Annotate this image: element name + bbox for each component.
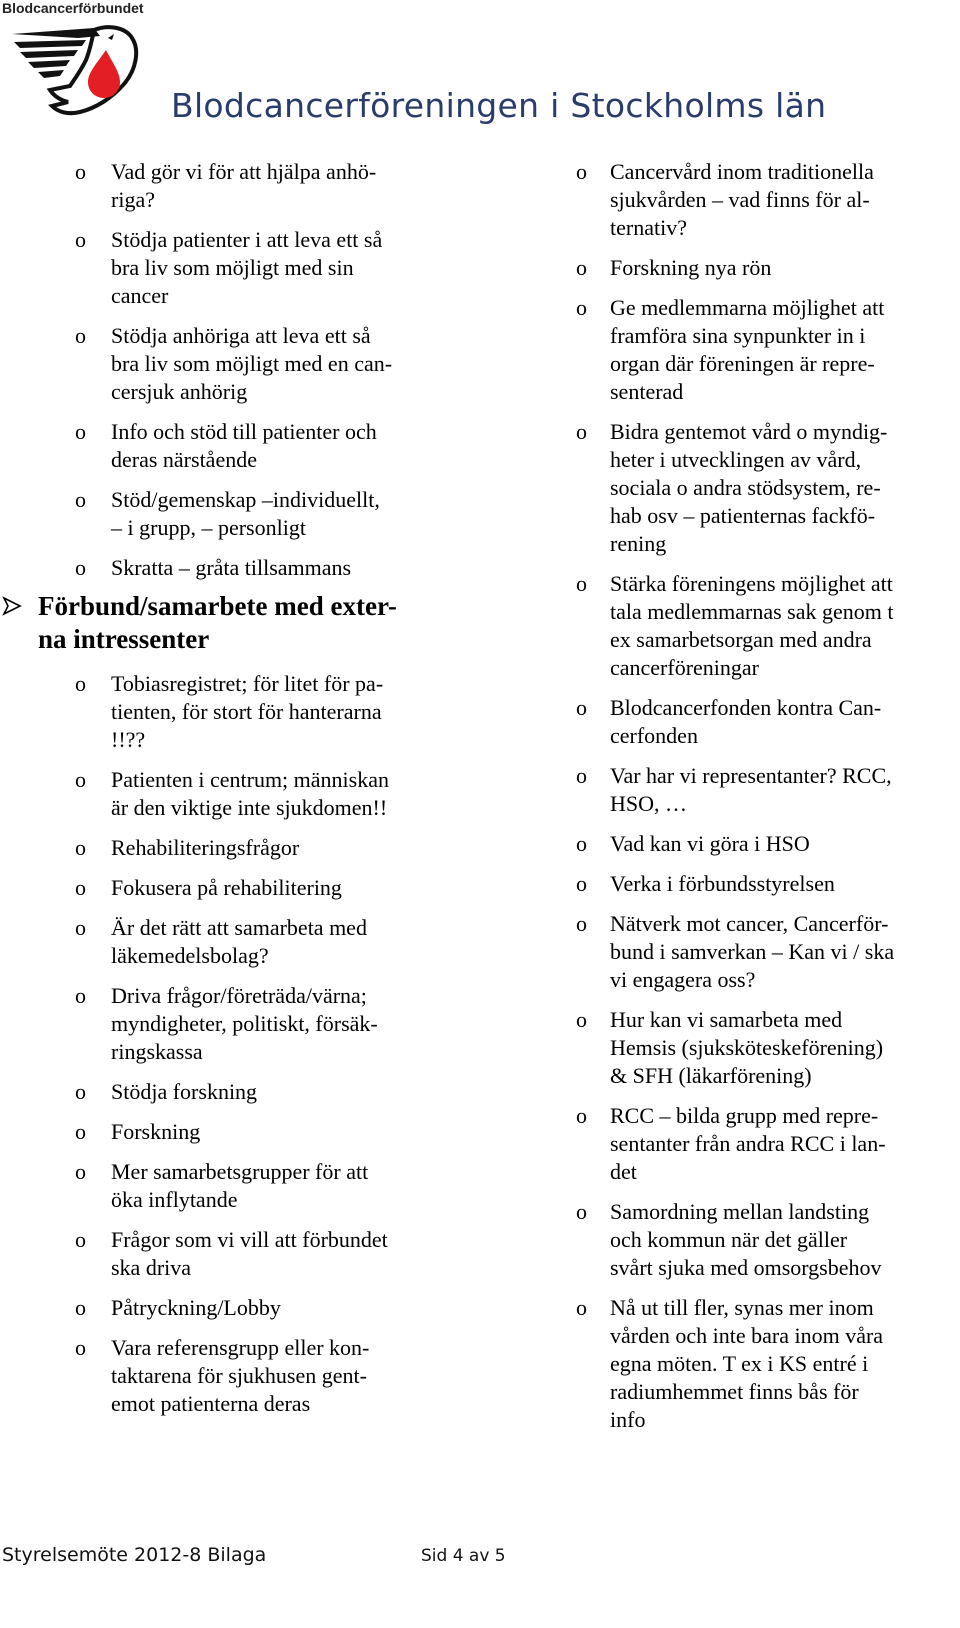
circle-bullet: o	[576, 295, 587, 320]
list-item-text: Rehabiliteringsfrågor	[111, 835, 300, 860]
circle-bullet: o	[75, 323, 86, 348]
list-item-text: Nätverk mot cancer, Cancerför- bund i samverkan – Kan vi / ska vi engagera oss?	[610, 911, 895, 992]
list-item	[0, 418, 470, 474]
list-item	[0, 874, 470, 902]
circle-bullet: o	[576, 911, 587, 936]
list-item-text: Stöd/gemenskap –individuellt, – i grupp, – personligt	[111, 487, 380, 540]
list-item-text: Vad gör vi för att hjälpa anhö- riga?	[111, 159, 377, 212]
circle-bullet: o	[75, 1295, 86, 1320]
list-item	[576, 694, 960, 750]
list-item-text: Info och stöd till patienter och deras närstående	[111, 419, 377, 472]
left-column	[0, 158, 470, 1430]
circle-bullet: o	[576, 1007, 587, 1032]
list-item-text: Vara referensgrupp eller kon- taktarena för sjukhusen gent- emot patienterna deras	[111, 1335, 370, 1416]
list-item-text: Blodcancerfonden kontra Can- cerfonden	[610, 695, 882, 748]
list-item	[0, 486, 470, 542]
list-item-text: Tobiasregistret; för litet för pa- tienten, för stort för hanterarna !!??	[111, 671, 384, 752]
list-item-text: Verka i förbundsstyrelsen	[610, 871, 835, 896]
list-item	[0, 1294, 470, 1322]
list-item	[576, 418, 960, 558]
list-item-text: Frågor som vi vill att förbundet ska driva	[111, 1227, 388, 1280]
circle-bullet: o	[75, 671, 86, 696]
org-name: Blodcancerförbundet	[2, 0, 144, 16]
list-item-text: Stödja anhöriga att leva ett så bra liv som möjligt med en can- cersjuk anhörig	[111, 323, 393, 404]
list-item	[0, 766, 470, 822]
circle-bullet: o	[75, 227, 86, 252]
list-item-text: Fokusera på rehabilitering	[111, 875, 342, 900]
list-item	[0, 322, 470, 406]
list-item-text: Påtryckning/Lobby	[111, 1295, 281, 1320]
circle-bullet: o	[75, 159, 86, 184]
list-item-text: Bidra gentemot vård o myndig- heter i utvecklingen av vård, sociala o andra stödsystem, re- hab osv – patienternas fackfö- rening	[610, 419, 888, 556]
list-item-text: RCC – bilda grupp med repre- sentanter från andra RCC i lan- det	[610, 1103, 886, 1184]
circle-bullet: o	[75, 1335, 86, 1360]
list-item	[576, 254, 960, 282]
circle-bullet: o	[75, 835, 86, 860]
list-item	[576, 294, 960, 406]
list-item	[576, 762, 960, 818]
list-item-text: Stärka föreningens möjlighet att tala medlemmarnas sak genom t ex samarbetsorgan med andra cancerföreningar	[610, 571, 894, 680]
list-item-text: Hur kan vi samarbeta med Hemsis (sjuksköteskeförening) & SFH (läkarförening)	[610, 1007, 884, 1088]
list-item	[0, 1078, 470, 1106]
circle-bullet: o	[75, 983, 86, 1008]
right-column	[576, 158, 960, 1446]
list-item-text: Ge medlemmarna möjlighet att framföra sina synpunkter in i organ där föreningen är repre- senterad	[610, 295, 885, 404]
circle-bullet: o	[576, 695, 587, 720]
section-heading-row	[0, 590, 470, 656]
circle-bullet: o	[576, 1103, 587, 1128]
list-item	[0, 158, 470, 214]
circle-bullet: o	[576, 831, 587, 856]
list-item	[0, 982, 470, 1066]
list-item	[576, 158, 960, 242]
list-item	[576, 870, 960, 898]
list-item	[0, 1118, 470, 1146]
circle-bullet: o	[75, 1119, 86, 1144]
page-title: Blodcancerföreningen i Stockholms län	[171, 86, 827, 125]
arrowhead-bullet-icon	[0, 590, 38, 621]
list-item-text: Är det rätt att samarbeta med läkemedelsbolag?	[111, 915, 367, 968]
circle-bullet: o	[576, 763, 587, 788]
circle-bullet: o	[75, 487, 86, 512]
list-item	[0, 1226, 470, 1282]
list-item-text: Samordning mellan landsting och kommun när det gäller svårt sjuka med omsorgsbehov	[610, 1199, 882, 1280]
circle-bullet: o	[576, 871, 587, 896]
left-bottom-list	[0, 670, 470, 1418]
list-item	[0, 834, 470, 862]
list-item	[576, 1102, 960, 1186]
section-heading: Förbund/samarbete med exter- na intressenter	[38, 591, 397, 654]
list-item-text: Forskning	[111, 1119, 201, 1144]
list-item-text: Driva frågor/företräda/värna; myndigheter, politiskt, försäk- ringskassa	[111, 983, 378, 1064]
circle-bullet: o	[576, 1295, 587, 1320]
list-item	[0, 554, 470, 582]
circle-bullet: o	[576, 571, 587, 596]
list-item	[0, 1334, 470, 1418]
list-item	[576, 570, 960, 682]
circle-bullet: o	[75, 767, 86, 792]
list-item-text: Vad kan vi göra i HSO	[610, 831, 810, 856]
list-item-text: Nå ut till fler, synas mer inom vården och inte bara inom våra egna möten. T ex i KS entré i radiumhemmet finns bås för info	[610, 1295, 884, 1432]
list-item-text: Patienten i centrum; människan är den viktige inte sjukdomen!!	[111, 767, 389, 820]
circle-bullet: o	[75, 555, 86, 580]
right-list	[576, 158, 960, 1434]
circle-bullet: o	[75, 1159, 86, 1184]
circle-bullet: o	[75, 915, 86, 940]
organization-logo	[8, 20, 143, 120]
list-item-text: Skratta – gråta tillsammans	[111, 555, 352, 580]
left-top-list	[0, 158, 470, 582]
list-item	[576, 1294, 960, 1434]
list-item	[0, 1158, 470, 1214]
list-item	[0, 226, 470, 310]
list-item-text: Stödja patienter i att leva ett så bra liv som möjligt med sin cancer	[111, 227, 383, 308]
footer-meeting: Styrelsemöte 2012-8 Bilaga	[2, 1544, 267, 1566]
list-item-text: Stödja forskning	[111, 1079, 258, 1104]
circle-bullet: o	[576, 1199, 587, 1224]
list-item	[576, 830, 960, 858]
list-item-text: Cancervård inom traditionella sjukvården – vad finns för al- ternativ?	[610, 159, 874, 240]
circle-bullet: o	[576, 419, 587, 444]
list-item	[0, 914, 470, 970]
list-item-text: Forskning nya rön	[610, 255, 772, 280]
circle-bullet: o	[75, 1079, 86, 1104]
circle-bullet: o	[576, 159, 587, 184]
list-item-text: Mer samarbetsgrupper för att öka inflytande	[111, 1159, 369, 1212]
list-item	[576, 910, 960, 994]
footer-page-number: Sid 4 av 5	[421, 1546, 506, 1566]
circle-bullet: o	[75, 419, 86, 444]
circle-bullet: o	[576, 255, 587, 280]
list-item	[576, 1198, 960, 1282]
list-item	[0, 670, 470, 754]
list-item-text: Var har vi representanter? RCC, HSO, …	[610, 763, 892, 816]
circle-bullet: o	[75, 1227, 86, 1252]
list-item	[576, 1006, 960, 1090]
circle-bullet: o	[75, 875, 86, 900]
